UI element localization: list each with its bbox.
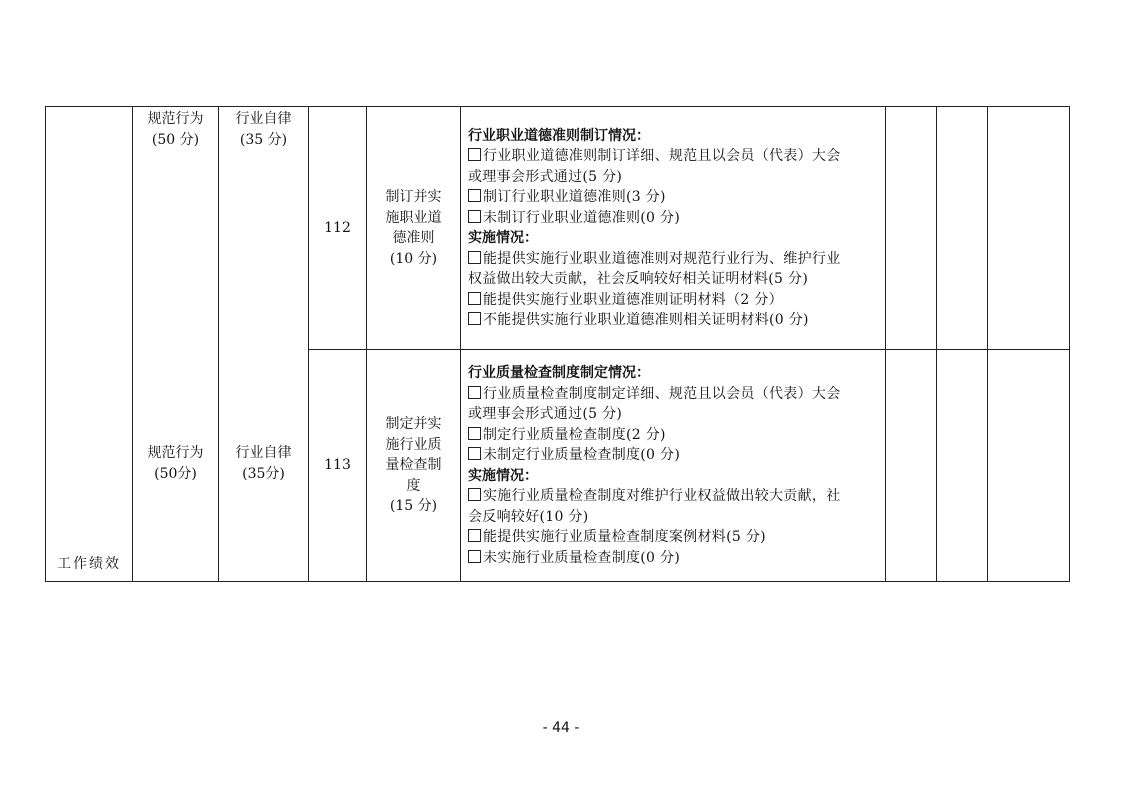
criteria-line xyxy=(468,384,879,405)
criteria-line xyxy=(468,249,879,270)
evaluation-table xyxy=(45,106,1070,582)
level2-label: 行业自律 xyxy=(235,111,292,127)
criteria-line xyxy=(468,507,879,528)
checkbox-icon xyxy=(468,148,481,161)
level2-label: 行业自律 xyxy=(235,445,292,461)
criteria-line xyxy=(468,548,879,569)
level1-score: (50分) xyxy=(154,465,197,482)
item-score: (10 分) xyxy=(389,250,438,267)
page-number: - 44 - xyxy=(542,720,580,736)
score-cell xyxy=(886,107,937,350)
item-number: 112 xyxy=(324,219,351,236)
criteria-line xyxy=(468,310,879,331)
score-cell xyxy=(937,350,988,582)
criteria-text: 实施情况： xyxy=(468,467,538,484)
criteria-heading xyxy=(468,126,879,147)
category-label: 工作绩效 xyxy=(57,555,121,572)
item-name-cell xyxy=(367,107,461,350)
score-cell xyxy=(988,350,1070,582)
criteria-heading xyxy=(468,228,879,249)
checkbox-icon xyxy=(468,292,481,305)
criteria-text: 或理事会形式通过(5 分) xyxy=(468,406,623,422)
criteria-line xyxy=(468,146,879,167)
criteria-text: 或理事会形式通过(5 分) xyxy=(468,168,623,185)
criteria-text: 制订行业职业道德准则(3 分) xyxy=(483,189,666,205)
item-number-cell xyxy=(309,107,367,350)
checkbox-icon xyxy=(468,447,481,460)
level1-label: 规范行为 xyxy=(147,111,204,127)
criteria-line xyxy=(468,425,879,446)
criteria-text: 未制订行业职业道德准则(0 分) xyxy=(483,209,681,226)
item-name-line: 施职业道 xyxy=(385,209,442,226)
checkbox-icon xyxy=(468,251,481,264)
item-number-cell xyxy=(309,350,367,582)
category-cell xyxy=(46,107,133,582)
score-cell xyxy=(988,107,1070,350)
level1-label: 规范行为 xyxy=(147,445,204,461)
table-row xyxy=(46,107,1070,350)
criteria-line xyxy=(468,208,879,229)
level1-cell xyxy=(133,107,219,582)
checkbox-icon xyxy=(468,488,481,501)
criteria-text: 能提供实施行业职业道德准则对规范行业行为、维护行业 xyxy=(483,250,841,267)
criteria-text: 行业职业道德准则制订情况： xyxy=(468,127,650,144)
criteria-text: 实施情况： xyxy=(468,230,538,246)
checkbox-icon xyxy=(468,312,481,325)
criteria-text: 实施行业质量检查制度对维护行业权益做出较大贡献，社 xyxy=(483,488,841,504)
checkbox-icon xyxy=(468,550,481,563)
criteria-line xyxy=(468,269,879,290)
criteria-line xyxy=(468,167,879,188)
criteria-text: 权益做出较大贡献，社会反响较好相关证明材料(5 分) xyxy=(468,271,809,287)
item-name-line: 施行业质 xyxy=(385,436,442,453)
criteria-text: 会反响较好(10 分) xyxy=(468,508,589,525)
level2-score: (35分) xyxy=(242,465,285,482)
score-cell xyxy=(937,107,988,350)
criteria-heading xyxy=(468,363,879,384)
criteria-line xyxy=(468,290,879,311)
checkbox-icon xyxy=(468,427,481,440)
score-cell xyxy=(886,350,937,582)
criteria-cell xyxy=(461,107,886,350)
criteria-text: 未实施行业质量检查制度(0 分) xyxy=(483,549,681,566)
checkbox-icon xyxy=(468,189,481,202)
criteria-text: 行业职业道德准则制订详细、规范且以会员（代表）大会 xyxy=(483,148,841,164)
criteria-line xyxy=(468,404,879,425)
level1-score: (50 分) xyxy=(151,131,200,148)
criteria-line xyxy=(468,486,879,507)
checkbox-icon xyxy=(468,386,481,399)
criteria-text: 制定行业质量检查制度(2 分) xyxy=(483,426,666,443)
item-name-line: 度 xyxy=(406,477,421,494)
criteria-heading xyxy=(468,466,879,487)
item-name-line: 德准则 xyxy=(392,230,435,246)
criteria-cell xyxy=(461,350,886,582)
criteria-line xyxy=(468,187,879,208)
level2-score: (35 分) xyxy=(239,131,288,148)
item-name-cell xyxy=(367,350,461,582)
item-name-line: 量检查制 xyxy=(385,457,442,474)
criteria-line xyxy=(468,445,879,466)
criteria-line xyxy=(468,527,879,548)
criteria-text: 能提供实施行业职业道德准则证明材料（2 分） xyxy=(483,291,783,308)
item-name-line: 制定并实 xyxy=(385,416,442,433)
criteria-text: 行业质量检查制度制定详细、规范且以会员（代表）大会 xyxy=(483,385,841,402)
checkbox-icon xyxy=(468,529,481,542)
criteria-text: 行业质量检查制度制定情况： xyxy=(468,365,650,381)
criteria-text: 未制定行业质量检查制度(0 分) xyxy=(483,447,681,463)
criteria-text: 不能提供实施行业职业道德准则相关证明材料(0 分) xyxy=(483,312,809,328)
criteria-text: 能提供实施行业质量检查制度案例材料(5 分) xyxy=(483,529,766,545)
checkbox-icon xyxy=(468,210,481,223)
item-number: 113 xyxy=(324,457,351,474)
item-score: (15 分) xyxy=(389,498,438,515)
item-name-line: 制订并实 xyxy=(385,189,442,205)
level2-cell xyxy=(219,107,309,582)
